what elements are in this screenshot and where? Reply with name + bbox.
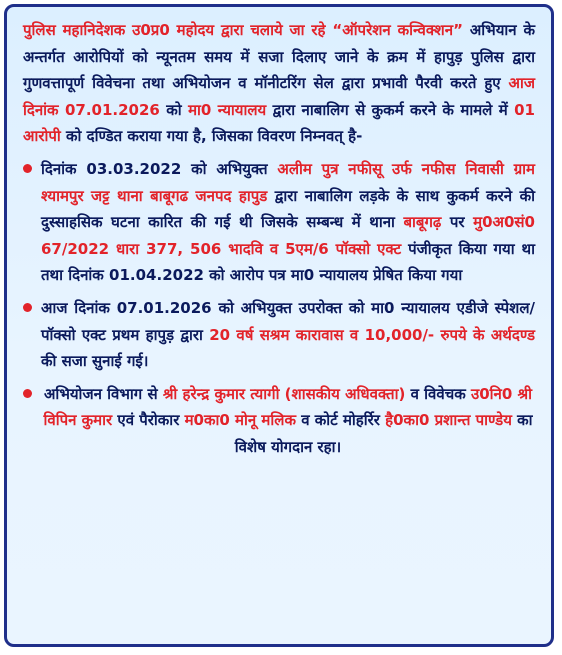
police-station: बाबूगढ़ — [403, 213, 442, 232]
investigator-name: उ0नि0 श्री विपिन कुमार — [43, 384, 533, 430]
sentence-details: 20 वर्ष सश्रम कारावास व 10,000/- रुपये के अर्थदण्ड — [209, 325, 536, 344]
list-item-case-details — [23, 156, 535, 289]
court-moharrir-name: है0का0 प्रशान्त पाण्डेय — [385, 411, 512, 430]
item1-text-5: पर — [441, 213, 474, 232]
intro-text-9: को दण्डित कराया गया है, जिसका विवरण निम्नवत् है- — [60, 127, 363, 146]
prosecutor-name: श्री हरेन्द्र कुमार त्यागी (शासकीय अधिवक्ता) — [162, 384, 406, 403]
intro-paragraph — [23, 17, 535, 150]
pairokar-name: म0का0 मोनू मलिक — [184, 411, 296, 430]
intro-accused-count: 01 आरोपी — [23, 100, 535, 146]
red-dot-icon — [23, 164, 32, 173]
item3-text-7: व कोर्ट मोहर्रिर — [295, 411, 386, 430]
item3-text-9: का विशेष योगदान रहा। — [234, 411, 533, 456]
red-dot-icon — [23, 303, 32, 312]
item1-text-1: दिनांक 03.03.2022 को अभियुक्त — [41, 159, 278, 178]
intro-court: मा0 न्यायालय — [188, 100, 267, 119]
item3-text-3: व विवेचक — [405, 384, 471, 403]
item3-text-5: एवं पैरोकार — [112, 411, 185, 430]
item3-text-1: अभियोजन विभाग से — [43, 384, 163, 403]
intro-text-5: को — [159, 100, 189, 119]
red-dot-icon — [23, 389, 32, 398]
list-item-contributors — [23, 381, 535, 461]
item2-text-3: की सजा सुनाई गई। — [41, 352, 149, 371]
list-item-sentence — [23, 295, 535, 375]
item1-text-7: पंजीकृत किया गया था तथा दिनांक 01.04.2022 को आरोप पत्र मा0 न्यायालय प्रेषित किया गया — [41, 239, 535, 285]
operation-name: “ऑपरेशन कन्विक्शन” — [325, 21, 470, 39]
intro-text-7: द्वारा नाबालिग से कुकर्म करने के मामले में — [266, 100, 515, 119]
intro-text-3: अभियान के अन्तर्गत आरोपियों को न्यूनतम समय में सजा दिलाए जाने के क्रम में हापुड़ पुलिस द्वारा गुणवत्तापूर्ण विवेचना तथा अभियोजन व मॉनीटरिंग सेल द्वारा प्रभावी पैरवी करते हुए — [23, 21, 535, 93]
intro-date: आज दिनांक 07.01.2026 — [23, 74, 535, 119]
notice-panel — [4, 4, 554, 647]
case-number: मु0अ0सं0 67/2022 धारा 377, 506 भादवि व 5एम/6 पॉक्सो एक्ट — [41, 213, 535, 258]
accused-name: अलीम पुत्र नफीसू उर्फ नफीस निवासी ग्राम श्यामपुर जट्ट थाना बाबूगढ जनपद हापुड — [41, 159, 536, 205]
item2-text-1: आज दिनांक 07.01.2026 को अभियुक्त उपरोक्त को मा0 न्यायालय एडीजे स्पेशल/पॉक्सो एक्ट प्रथम हापुड़ द्वारा — [41, 298, 535, 344]
intro-text-1: पुलिस महानिदेशक उ0प्र0 महोदय द्वारा चलाये जा रहे — [23, 21, 326, 39]
item1-text-3: द्वारा नाबालिग लड़के के साथ कुकर्म करने की दुस्साहसिक घटना कारित की गई थी जिसके सम्बन्ध में थाना — [41, 186, 535, 232]
